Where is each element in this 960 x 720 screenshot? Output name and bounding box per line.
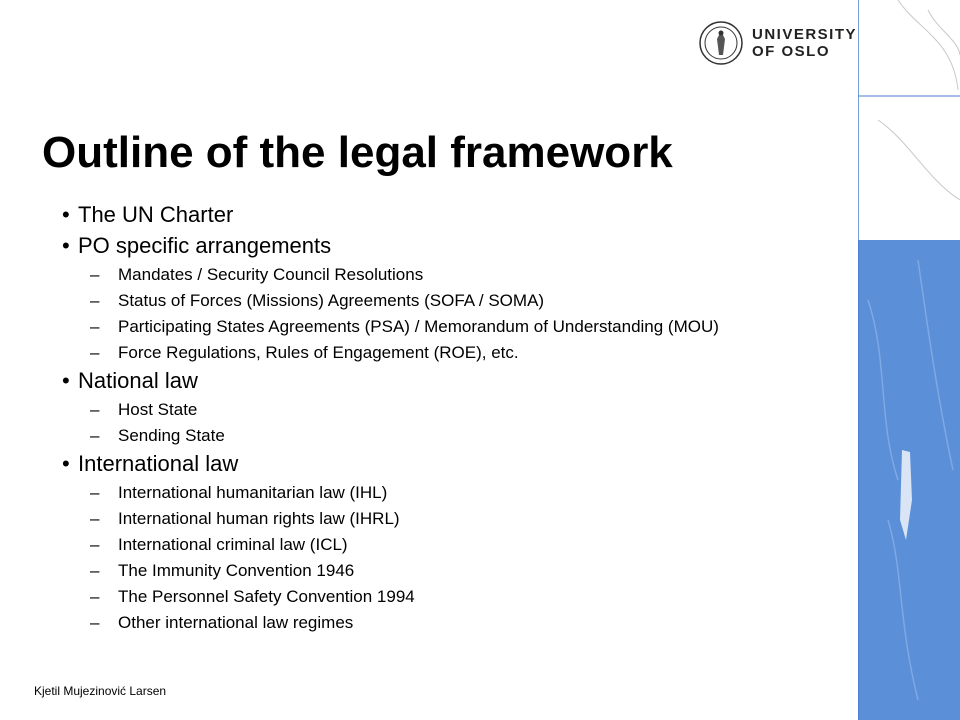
university-name-line1: UNIVERSITY [752, 26, 858, 43]
bullet-text: The Immunity Convention 1946 [118, 561, 355, 580]
bullet-text: Status of Forces (Missions) Agreements (SOFA / SOMA) [118, 291, 545, 310]
sub-bullet-item [62, 535, 852, 555]
dash-marker: – [90, 587, 100, 606]
dash-marker: – [90, 291, 100, 310]
dash-marker: – [90, 613, 100, 632]
sub-bullet-item [62, 561, 852, 581]
bullet-text: The UN Charter [78, 202, 234, 227]
sub-bullet-item [62, 483, 852, 503]
bullet-text: International humanitarian law (IHL) [118, 483, 388, 502]
dash-marker: – [90, 265, 100, 284]
dash-marker: – [90, 317, 100, 336]
sub-bullet-item [62, 343, 852, 363]
dash-marker: – [90, 509, 100, 528]
sub-bullet-item [62, 426, 852, 446]
sub-bullet-item [62, 509, 852, 529]
sub-bullet-item [62, 265, 852, 285]
bullet-text: The Personnel Safety Convention 1994 [118, 587, 415, 606]
bullet-list [62, 202, 852, 633]
bullet-text: Other international law regimes [118, 613, 354, 632]
university-logo [698, 18, 857, 68]
dash-marker: – [90, 561, 100, 580]
bullet-marker: • [62, 368, 70, 393]
university-name [752, 26, 857, 60]
bullet-marker: • [62, 202, 70, 227]
sub-bullet-item [62, 317, 852, 337]
dash-marker: – [90, 483, 100, 502]
bullet-item [62, 233, 852, 259]
bullet-text: Mandates / Security Council Resolutions [118, 265, 424, 284]
sub-bullet-item [62, 587, 852, 607]
footer-author: Kjetil Mujezinović Larsen [34, 684, 167, 698]
bullet-text: Participating States Agreements (PSA) / Memorandum of Understanding (MOU) [118, 317, 719, 336]
dash-marker: – [90, 343, 100, 362]
side-decoration [858, 0, 960, 720]
university-name-line2: OF OSLO [752, 43, 830, 60]
bullet-text: PO specific arrangements [78, 233, 332, 258]
sub-bullet-item [62, 291, 852, 311]
bullet-item [62, 451, 852, 477]
bullet-marker: • [62, 233, 70, 258]
sub-bullet-item [62, 613, 852, 633]
bullet-text: Force Regulations, Rules of Engagement (ROE), etc. [118, 343, 519, 362]
bullet-marker: • [62, 451, 70, 476]
bullet-text: National law [78, 368, 198, 393]
side-artwork-icon [858, 0, 960, 720]
dash-marker: – [90, 426, 100, 445]
bullet-text: International human rights law (IHRL) [118, 509, 400, 528]
bullet-text: Sending State [118, 426, 225, 445]
dash-marker: – [90, 400, 100, 419]
bullet-item [62, 202, 852, 228]
bullet-text: Host State [118, 400, 198, 419]
bullet-text: International criminal law (ICL) [118, 535, 348, 554]
bullet-text: International law [78, 451, 239, 476]
sub-bullet-item [62, 400, 852, 420]
bullet-item [62, 368, 852, 394]
slide-title: Outline of the legal framework [42, 128, 673, 177]
university-seal-icon [698, 20, 744, 66]
dash-marker: – [90, 535, 100, 554]
